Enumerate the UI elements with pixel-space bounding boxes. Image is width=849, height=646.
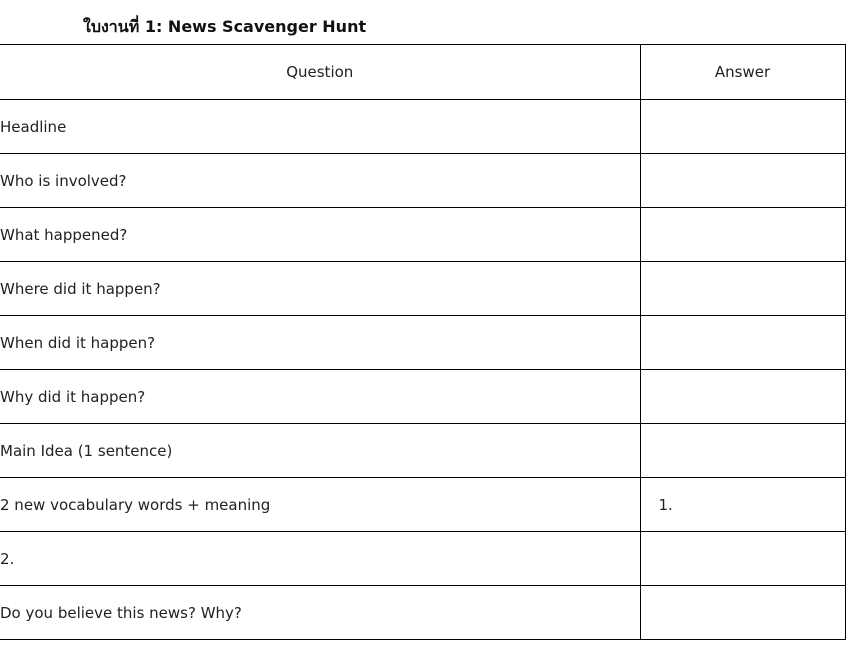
answer-cell[interactable] bbox=[640, 154, 845, 208]
answer-cell[interactable] bbox=[640, 370, 845, 424]
question-cell: What happened? bbox=[0, 208, 640, 262]
question-cell: Do you believe this news? Why? bbox=[0, 586, 640, 640]
question-cell: Main Idea (1 sentence) bbox=[0, 424, 640, 478]
table-row bbox=[0, 154, 845, 208]
question-answer-table bbox=[0, 44, 846, 640]
answer-column-header: Answer bbox=[640, 45, 845, 100]
table-row bbox=[0, 532, 845, 586]
table-row bbox=[0, 424, 845, 478]
answer-cell[interactable] bbox=[640, 262, 845, 316]
table-row bbox=[0, 478, 845, 532]
worksheet-title: ใบงานที่ 1: News Scavenger Hunt bbox=[83, 17, 367, 36]
answer-cell[interactable] bbox=[640, 586, 845, 640]
table-header-row bbox=[0, 45, 845, 100]
table-row bbox=[0, 262, 845, 316]
question-cell: Who is involved? bbox=[0, 154, 640, 208]
question-cell: Headline bbox=[0, 100, 640, 154]
question-cell: Why did it happen? bbox=[0, 370, 640, 424]
question-column-header: Question bbox=[0, 45, 640, 100]
answer-cell[interactable] bbox=[640, 316, 845, 370]
table-row bbox=[0, 208, 845, 262]
answer-cell[interactable] bbox=[640, 424, 845, 478]
answer-cell[interactable] bbox=[640, 208, 845, 262]
answer-cell[interactable] bbox=[640, 100, 845, 154]
table-row bbox=[0, 100, 845, 154]
answer-cell[interactable] bbox=[640, 532, 845, 586]
question-cell: When did it happen? bbox=[0, 316, 640, 370]
table-row bbox=[0, 316, 845, 370]
question-cell: 2 new vocabulary words + meaning bbox=[0, 478, 640, 532]
table-row bbox=[0, 586, 845, 640]
answer-cell[interactable]: 1. bbox=[640, 478, 845, 532]
table-row bbox=[0, 370, 845, 424]
question-cell: 2. bbox=[0, 532, 640, 586]
question-cell: Where did it happen? bbox=[0, 262, 640, 316]
